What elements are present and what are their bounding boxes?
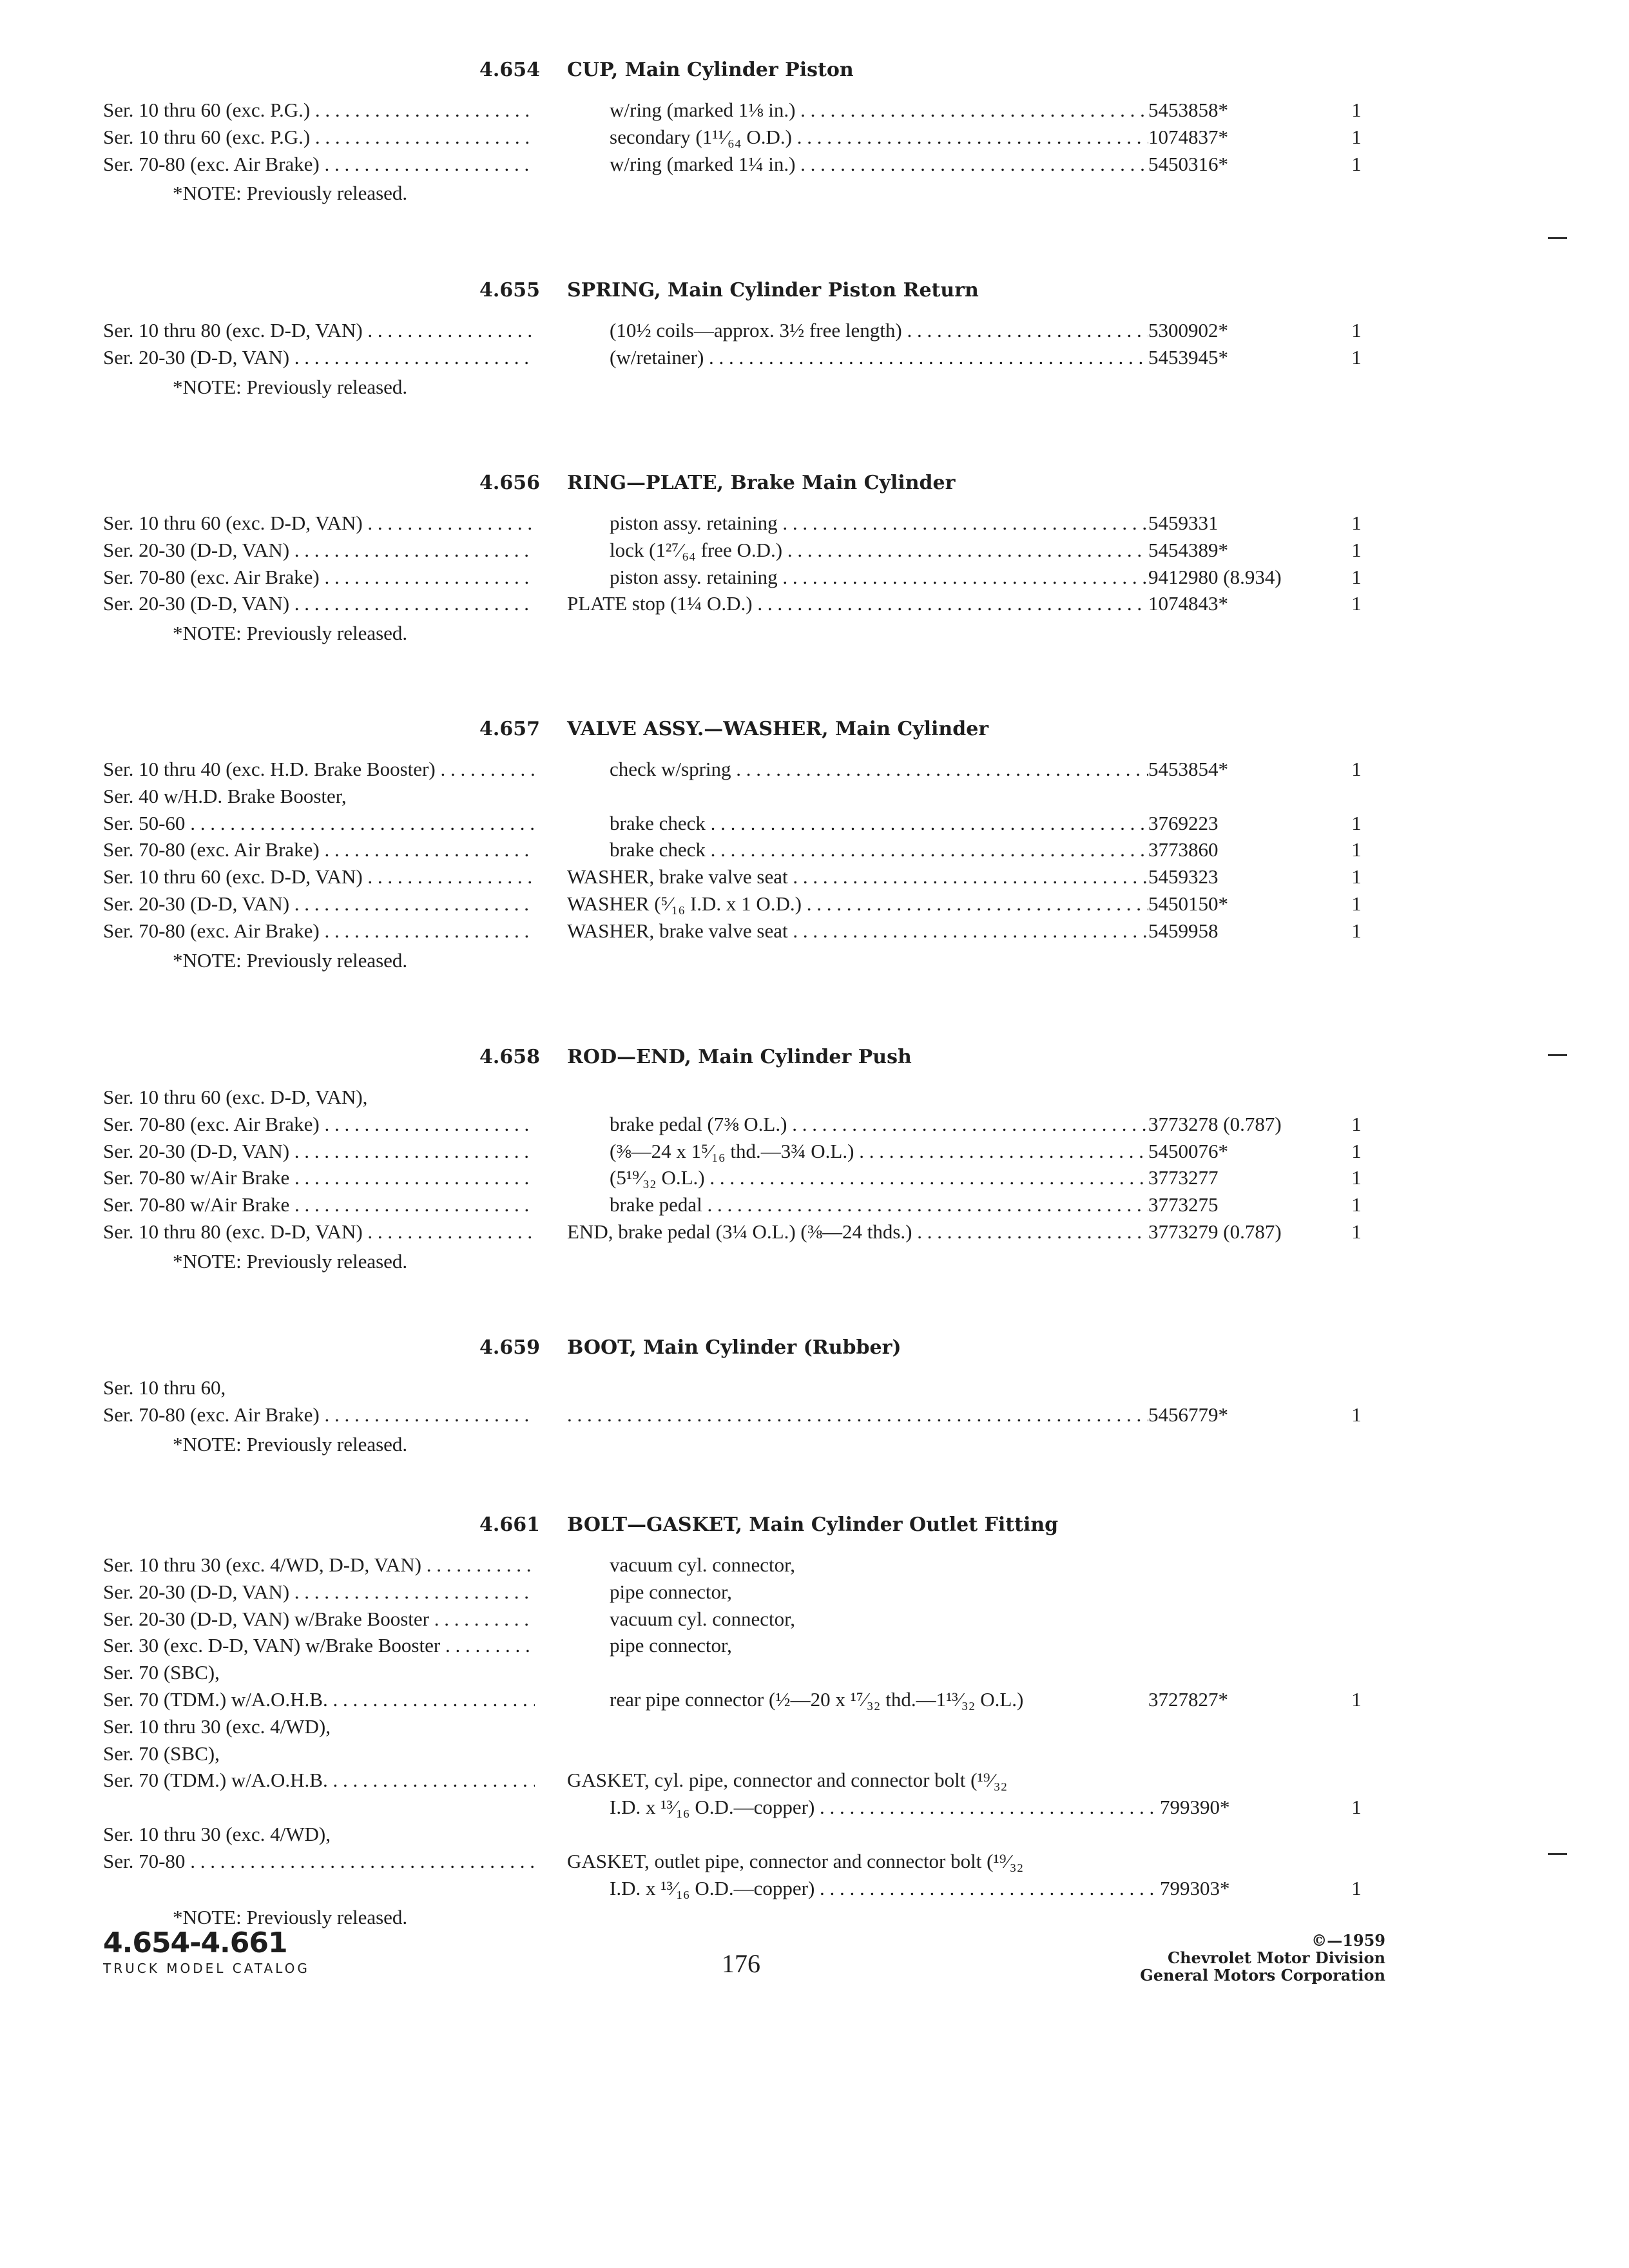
section-number: 4.659 bbox=[479, 1336, 540, 1359]
model-text: Ser. 70-80 (exc. Air Brake) . . . bbox=[103, 838, 535, 861]
page-number: 176 bbox=[722, 1949, 760, 1978]
section-header bbox=[97, 466, 1385, 501]
model-text: Ser. 70-80 w/Air Brake . . . bbox=[103, 1166, 535, 1189]
model-cell bbox=[103, 1374, 535, 1401]
description-cell bbox=[610, 151, 1221, 178]
description-text: GASKET, cyl. pipe, connector and connector bolt (¹⁹⁄₃₂ bbox=[567, 1769, 1008, 1792]
model-cell bbox=[103, 1218, 535, 1245]
description-cell bbox=[567, 1218, 1221, 1245]
quantity-cell: 1 bbox=[1351, 1112, 1362, 1135]
model-text: Ser. 30 (exc. D-D, VAN) w/Brake Booster . . . bbox=[103, 1634, 535, 1657]
model-text: Ser. 20-30 (D-D, VAN) . . . bbox=[103, 346, 535, 369]
part-number-cell: 3773278 (0.787) bbox=[1148, 1111, 1342, 1138]
part-number-cell: 3773279 (0.787) bbox=[1148, 1218, 1342, 1245]
part-number-cell: 3727827* bbox=[1148, 1686, 1342, 1713]
table-row bbox=[97, 124, 1385, 151]
part-number-cell: 5453854* bbox=[1148, 756, 1342, 783]
description-text: WASHER, brake valve seat . . . bbox=[567, 865, 1221, 888]
model-cell bbox=[103, 590, 535, 617]
description-cell bbox=[567, 918, 1221, 945]
model-text: Ser. 10 thru 30 (exc. 4/WD, D-D, VAN) . . . bbox=[103, 1553, 535, 1576]
description-cell bbox=[567, 1401, 1221, 1428]
description-cell bbox=[610, 124, 1221, 151]
description-cell bbox=[610, 1686, 1221, 1713]
model-text: Ser. 20-30 (D-D, VAN) . . . bbox=[103, 592, 535, 615]
description-text: w/ring (marked 1⅛ in.) . . . bbox=[610, 99, 1221, 121]
model-cell bbox=[103, 564, 535, 591]
description-cell bbox=[610, 317, 1221, 344]
model-cell bbox=[103, 1848, 535, 1875]
corporation-line: General Motors Corporation bbox=[1140, 1966, 1385, 1984]
description-text: GASKET, outlet pipe, connector and connector bolt (¹⁹⁄₃₂ bbox=[567, 1849, 1024, 1872]
part-number-cell: 5453945* bbox=[1148, 344, 1342, 371]
table-row bbox=[97, 756, 1385, 783]
table-row bbox=[97, 1164, 1385, 1191]
description-text: I.D. x ¹³⁄₁₆ O.D.—copper) . . . bbox=[610, 1796, 1221, 1818]
catalog-section bbox=[97, 1040, 1385, 1278]
model-text: Ser. 70 (TDM.) w/A.O.H.B. . . . bbox=[103, 1769, 535, 1791]
model-cell bbox=[103, 1579, 535, 1606]
quantity-cell: 1 bbox=[1351, 758, 1362, 780]
model-cell bbox=[103, 1138, 535, 1165]
section-header bbox=[97, 273, 1385, 308]
model-cell bbox=[103, 317, 535, 344]
model-text: Ser. 70 (SBC), bbox=[103, 1742, 220, 1765]
section-note: *NOTE: Previously released. bbox=[173, 1249, 408, 1273]
quantity-cell: 1 bbox=[1351, 345, 1362, 369]
footer-section-range: 4.654-4.661 bbox=[103, 1927, 287, 1959]
part-number-cell: 3773277 bbox=[1148, 1164, 1342, 1191]
model-cell bbox=[103, 344, 535, 371]
quantity-cell: 1 bbox=[1351, 565, 1362, 588]
footer-catalog-name: TRUCK MODEL CATALOG bbox=[103, 1961, 310, 1976]
section-title: VALVE ASSY.—WASHER, Main Cylinder bbox=[567, 718, 989, 740]
model-cell bbox=[103, 1713, 535, 1740]
quantity-cell: 1 bbox=[1351, 1220, 1362, 1243]
description-cell bbox=[610, 510, 1221, 537]
model-cell bbox=[103, 510, 535, 537]
section-title: BOLT—GASKET, Main Cylinder Outlet Fitting bbox=[567, 1514, 1059, 1536]
quantity-cell: 1 bbox=[1351, 538, 1362, 561]
description-text: END, brake pedal (3¼ O.L.) (⅜—24 thds.) . . . bbox=[567, 1220, 1221, 1243]
footer-publisher bbox=[1050, 1932, 1385, 1984]
quantity-cell: 1 bbox=[1351, 919, 1362, 942]
model-text: Ser. 40 w/H.D. Brake Booster, bbox=[103, 784, 347, 807]
description-text: brake pedal . . . bbox=[610, 1193, 1221, 1216]
part-number-cell: 3769223 bbox=[1148, 810, 1342, 837]
description-text: piston assy. retaining . . . bbox=[610, 566, 1221, 588]
model-text: Ser. 10 thru 60, bbox=[103, 1376, 226, 1399]
model-cell bbox=[103, 1821, 535, 1848]
description-cell bbox=[567, 1848, 1221, 1875]
model-cell bbox=[103, 1164, 535, 1191]
model-cell bbox=[103, 1111, 535, 1138]
table-row bbox=[97, 1767, 1385, 1794]
part-number-cell: 5450316* bbox=[1148, 151, 1342, 178]
part-number-cell: 5459323 bbox=[1148, 863, 1342, 890]
table-row bbox=[97, 1218, 1385, 1245]
model-cell bbox=[103, 756, 535, 783]
quantity-cell: 1 bbox=[1351, 1193, 1362, 1216]
model-text: Ser. 20-30 (D-D, VAN) . . . bbox=[103, 1581, 535, 1603]
model-text: Ser. 10 thru 80 (exc. D-D, VAN) . . . bbox=[103, 1220, 535, 1243]
description-cell bbox=[610, 97, 1221, 124]
section-number: 4.657 bbox=[479, 718, 540, 740]
description-cell bbox=[610, 836, 1221, 863]
description-text: (⅜—24 x 1⁵⁄₁₆ thd.—3¾ O.L.) . . . bbox=[610, 1140, 1221, 1162]
table-row bbox=[97, 590, 1385, 617]
section-note: *NOTE: Previously released. bbox=[173, 182, 408, 205]
description-cell bbox=[567, 863, 1221, 890]
model-cell bbox=[103, 1084, 535, 1111]
model-cell bbox=[103, 1401, 535, 1428]
model-text: Ser. 10 thru 60 (exc. D-D, VAN), bbox=[103, 1086, 368, 1108]
description-text: rear pipe connector (½—20 x ¹⁷⁄₃₂ thd.—1¹³⁄₃₂ O.L.) bbox=[610, 1687, 1024, 1711]
model-cell bbox=[103, 810, 535, 837]
quantity-cell: 1 bbox=[1351, 1139, 1362, 1162]
catalog-section bbox=[97, 466, 1385, 649]
table-row bbox=[97, 151, 1385, 178]
description-text: WASHER, brake valve seat . . . bbox=[567, 919, 1221, 942]
section-number: 4.655 bbox=[479, 279, 540, 302]
table-row bbox=[97, 1659, 1385, 1686]
model-text: Ser. 70-80 . . . bbox=[103, 1850, 535, 1872]
quantity-cell: 1 bbox=[1351, 512, 1362, 534]
table-row bbox=[97, 1713, 1385, 1740]
model-cell bbox=[103, 1767, 535, 1794]
model-text: Ser. 70-80 (exc. Air Brake) . . . bbox=[103, 153, 535, 175]
description-text: brake check . . . bbox=[610, 838, 1221, 861]
model-text: Ser. 20-30 (D-D, VAN) w/Brake Booster . . . bbox=[103, 1608, 535, 1630]
copyright-line: ©—1959 bbox=[1311, 1931, 1385, 1950]
part-number-cell: 799390* bbox=[1160, 1794, 1353, 1821]
model-text: Ser. 10 thru 30 (exc. 4/WD), bbox=[103, 1715, 331, 1738]
quantity-cell: 1 bbox=[1351, 1166, 1362, 1189]
quantity-cell: 1 bbox=[1351, 1796, 1362, 1819]
quantity-cell: 1 bbox=[1351, 892, 1362, 915]
margin-mark bbox=[1548, 1853, 1567, 1855]
model-cell bbox=[103, 151, 535, 178]
table-row bbox=[97, 1875, 1385, 1902]
model-cell bbox=[103, 1552, 535, 1579]
description-text: secondary (1¹¹⁄₆₄ O.D.) . . . bbox=[610, 126, 1221, 148]
table-row bbox=[97, 890, 1385, 918]
margin-mark bbox=[1548, 1054, 1567, 1056]
description-cell bbox=[610, 1138, 1221, 1165]
part-number-cell: 5454389* bbox=[1148, 537, 1342, 564]
model-cell bbox=[103, 537, 535, 564]
description-cell bbox=[567, 590, 1221, 617]
quantity-cell: 1 bbox=[1351, 1403, 1362, 1426]
table-row bbox=[97, 97, 1385, 124]
table-row bbox=[97, 1191, 1385, 1218]
section-number: 4.661 bbox=[479, 1514, 540, 1536]
section-title: RING—PLATE, Brake Main Cylinder bbox=[567, 472, 956, 494]
model-cell bbox=[103, 783, 535, 810]
description-cell bbox=[610, 344, 1221, 371]
description-cell bbox=[610, 1875, 1221, 1902]
quantity-cell: 1 bbox=[1351, 319, 1362, 341]
table-row bbox=[97, 1111, 1385, 1138]
part-number-cell: 9412980 (8.934) bbox=[1148, 564, 1342, 591]
catalog-section bbox=[97, 1508, 1385, 1934]
model-text: Ser. 70 (TDM.) w/A.O.H.B. . . . bbox=[103, 1688, 535, 1711]
section-title: ROD—END, Main Cylinder Push bbox=[567, 1046, 912, 1068]
description-cell bbox=[610, 564, 1221, 591]
model-text: Ser. 70-80 w/Air Brake . . . bbox=[103, 1193, 535, 1216]
model-text: Ser. 10 thru 30 (exc. 4/WD), bbox=[103, 1822, 331, 1845]
model-cell bbox=[103, 97, 535, 124]
description-cell bbox=[610, 1191, 1221, 1218]
quantity-cell: 1 bbox=[1351, 1687, 1362, 1711]
description-cell bbox=[610, 1111, 1221, 1138]
model-cell bbox=[103, 1606, 535, 1633]
table-row bbox=[97, 317, 1385, 344]
part-number-cell: 1074843* bbox=[1148, 590, 1342, 617]
table-row bbox=[97, 810, 1385, 837]
part-number-cell: 5459958 bbox=[1148, 918, 1342, 945]
quantity-cell: 1 bbox=[1351, 592, 1362, 615]
section-note: *NOTE: Previously released. bbox=[173, 375, 408, 398]
model-text: Ser. 70-80 (exc. Air Brake) . . . bbox=[103, 566, 535, 588]
section-header bbox=[97, 1331, 1385, 1365]
description-text: check w/spring . . . bbox=[610, 758, 1221, 780]
quantity-cell: 1 bbox=[1351, 811, 1362, 834]
catalog-section bbox=[97, 712, 1385, 977]
section-header bbox=[97, 1040, 1385, 1075]
section-note: *NOTE: Previously released. bbox=[173, 948, 408, 972]
quantity-cell: 1 bbox=[1351, 99, 1362, 121]
table-row bbox=[97, 863, 1385, 890]
model-cell bbox=[103, 836, 535, 863]
description-cell bbox=[610, 1632, 1221, 1659]
table-row bbox=[97, 1374, 1385, 1401]
description-text: (10½ coils—approx. 3½ free length) . . . bbox=[610, 319, 1221, 341]
model-cell bbox=[103, 890, 535, 918]
table-row bbox=[97, 783, 1385, 810]
quantity-cell: 1 bbox=[1351, 838, 1362, 861]
description-text: (w/retainer) . . . bbox=[610, 346, 1221, 369]
part-number-cell: 5459331 bbox=[1148, 510, 1342, 537]
description-text: w/ring (marked 1¼ in.) . . . bbox=[610, 153, 1221, 175]
section-number: 4.656 bbox=[479, 472, 540, 494]
model-text: Ser. 50-60 . . . bbox=[103, 812, 535, 834]
model-cell bbox=[103, 918, 535, 945]
description-cell bbox=[610, 537, 1221, 564]
model-text: Ser. 20-30 (D-D, VAN) . . . bbox=[103, 1140, 535, 1162]
table-row bbox=[97, 836, 1385, 863]
margin-mark bbox=[1548, 237, 1567, 239]
part-number-cell: 5450076* bbox=[1148, 1138, 1342, 1165]
model-text: Ser. 20-30 (D-D, VAN) . . . bbox=[103, 539, 535, 561]
description-cell bbox=[610, 1579, 1221, 1606]
description-text bbox=[567, 1403, 1221, 1426]
quantity-cell: 1 bbox=[1351, 1876, 1362, 1899]
description-text: vacuum cyl. connector, bbox=[610, 1553, 795, 1576]
model-text: Ser. 70-80 (exc. Air Brake) . . . bbox=[103, 1113, 535, 1135]
model-text: Ser. 20-30 (D-D, VAN) . . . bbox=[103, 892, 535, 915]
part-number-cell: 799303* bbox=[1160, 1875, 1353, 1902]
table-row bbox=[97, 1848, 1385, 1875]
part-number-cell: 3773860 bbox=[1148, 836, 1342, 863]
footer-left bbox=[103, 1927, 310, 1977]
model-cell bbox=[103, 863, 535, 890]
description-text: lock (1²⁷⁄₆₄ free O.D.) . . . bbox=[610, 539, 1221, 561]
part-number-cell: 5300902* bbox=[1148, 317, 1342, 344]
description-cell bbox=[610, 756, 1221, 783]
model-cell bbox=[103, 1632, 535, 1659]
part-number-cell: 5453858* bbox=[1148, 97, 1342, 124]
table-row bbox=[97, 918, 1385, 945]
table-row bbox=[97, 1632, 1385, 1659]
section-title: SPRING, Main Cylinder Piston Return bbox=[567, 279, 979, 302]
division-line: Chevrolet Motor Division bbox=[1168, 1948, 1385, 1967]
section-header bbox=[97, 1508, 1385, 1542]
section-note: *NOTE: Previously released. bbox=[173, 622, 408, 645]
part-number-cell: 5450150* bbox=[1148, 890, 1342, 918]
model-text: Ser. 70-80 (exc. Air Brake) . . . bbox=[103, 919, 535, 942]
section-note: *NOTE: Previously released. bbox=[173, 1906, 408, 1929]
description-text: brake pedal (7⅜ O.L.) . . . bbox=[610, 1113, 1221, 1135]
table-row bbox=[97, 1084, 1385, 1111]
model-text: Ser. 10 thru 80 (exc. D-D, VAN) . . . bbox=[103, 319, 535, 341]
description-cell bbox=[610, 810, 1221, 837]
table-row bbox=[97, 537, 1385, 564]
quantity-cell: 1 bbox=[1351, 152, 1362, 175]
model-cell bbox=[103, 1686, 535, 1713]
description-cell bbox=[610, 1552, 1221, 1579]
table-row bbox=[97, 1794, 1385, 1821]
catalog-section bbox=[97, 1331, 1385, 1461]
model-text: Ser. 10 thru 40 (exc. H.D. Brake Booster) . . . bbox=[103, 758, 535, 780]
table-row bbox=[97, 344, 1385, 371]
model-text: Ser. 70 (SBC), bbox=[103, 1661, 220, 1684]
part-number-cell: 1074837* bbox=[1148, 124, 1342, 151]
model-cell bbox=[103, 124, 535, 151]
model-text: Ser. 10 thru 60 (exc. D-D, VAN) . . . bbox=[103, 512, 535, 534]
description-cell bbox=[567, 890, 1221, 918]
table-row bbox=[97, 1401, 1385, 1428]
section-title: BOOT, Main Cylinder (Rubber) bbox=[567, 1336, 901, 1359]
description-cell bbox=[567, 1767, 1221, 1794]
table-row bbox=[97, 1606, 1385, 1633]
table-row bbox=[97, 1686, 1385, 1713]
description-text: piston assy. retaining . . . bbox=[610, 512, 1221, 534]
description-text: brake check . . . bbox=[610, 812, 1221, 834]
model-cell bbox=[103, 1740, 535, 1767]
description-cell bbox=[610, 1794, 1221, 1821]
model-cell bbox=[103, 1659, 535, 1686]
model-text: Ser. 10 thru 60 (exc. D-D, VAN) . . . bbox=[103, 865, 535, 888]
description-text: (5¹⁹⁄₃₂ O.L.) . . . bbox=[610, 1166, 1221, 1189]
table-row bbox=[97, 510, 1385, 537]
section-note: *NOTE: Previously released. bbox=[173, 1432, 408, 1456]
description-text: pipe connector, bbox=[610, 1634, 732, 1657]
description-cell bbox=[610, 1164, 1221, 1191]
model-text: Ser. 10 thru 60 (exc. P.G.) . . . bbox=[103, 99, 535, 121]
description-cell bbox=[610, 1606, 1221, 1633]
catalog-section bbox=[97, 53, 1385, 209]
description-text: PLATE stop (1¼ O.D.) . . . bbox=[567, 592, 1221, 615]
part-number-cell: 3773275 bbox=[1148, 1191, 1342, 1218]
model-text: Ser. 10 thru 60 (exc. P.G.) . . . bbox=[103, 126, 535, 148]
model-cell bbox=[103, 1191, 535, 1218]
description-text: pipe connector, bbox=[610, 1580, 732, 1603]
part-number-cell: 5456779* bbox=[1148, 1401, 1342, 1428]
table-row bbox=[97, 564, 1385, 591]
table-row bbox=[97, 1552, 1385, 1579]
section-number: 4.658 bbox=[479, 1046, 540, 1068]
section-header bbox=[97, 53, 1385, 88]
quantity-cell: 1 bbox=[1351, 865, 1362, 889]
description-text: WASHER (⁵⁄₁₆ I.D. x 1 O.D.) . . . bbox=[567, 892, 1221, 915]
table-row bbox=[97, 1138, 1385, 1165]
table-row bbox=[97, 1821, 1385, 1848]
model-text: Ser. 70-80 (exc. Air Brake) . . . bbox=[103, 1403, 535, 1426]
table-row bbox=[97, 1740, 1385, 1767]
section-header bbox=[97, 712, 1385, 747]
section-number: 4.654 bbox=[479, 59, 540, 81]
catalog-section bbox=[97, 273, 1385, 403]
quantity-cell: 1 bbox=[1351, 125, 1362, 148]
description-text: I.D. x ¹³⁄₁₆ O.D.—copper) . . . bbox=[610, 1877, 1221, 1899]
description-text: vacuum cyl. connector, bbox=[610, 1607, 795, 1630]
table-row bbox=[97, 1579, 1385, 1606]
section-title: CUP, Main Cylinder Piston bbox=[567, 59, 854, 81]
